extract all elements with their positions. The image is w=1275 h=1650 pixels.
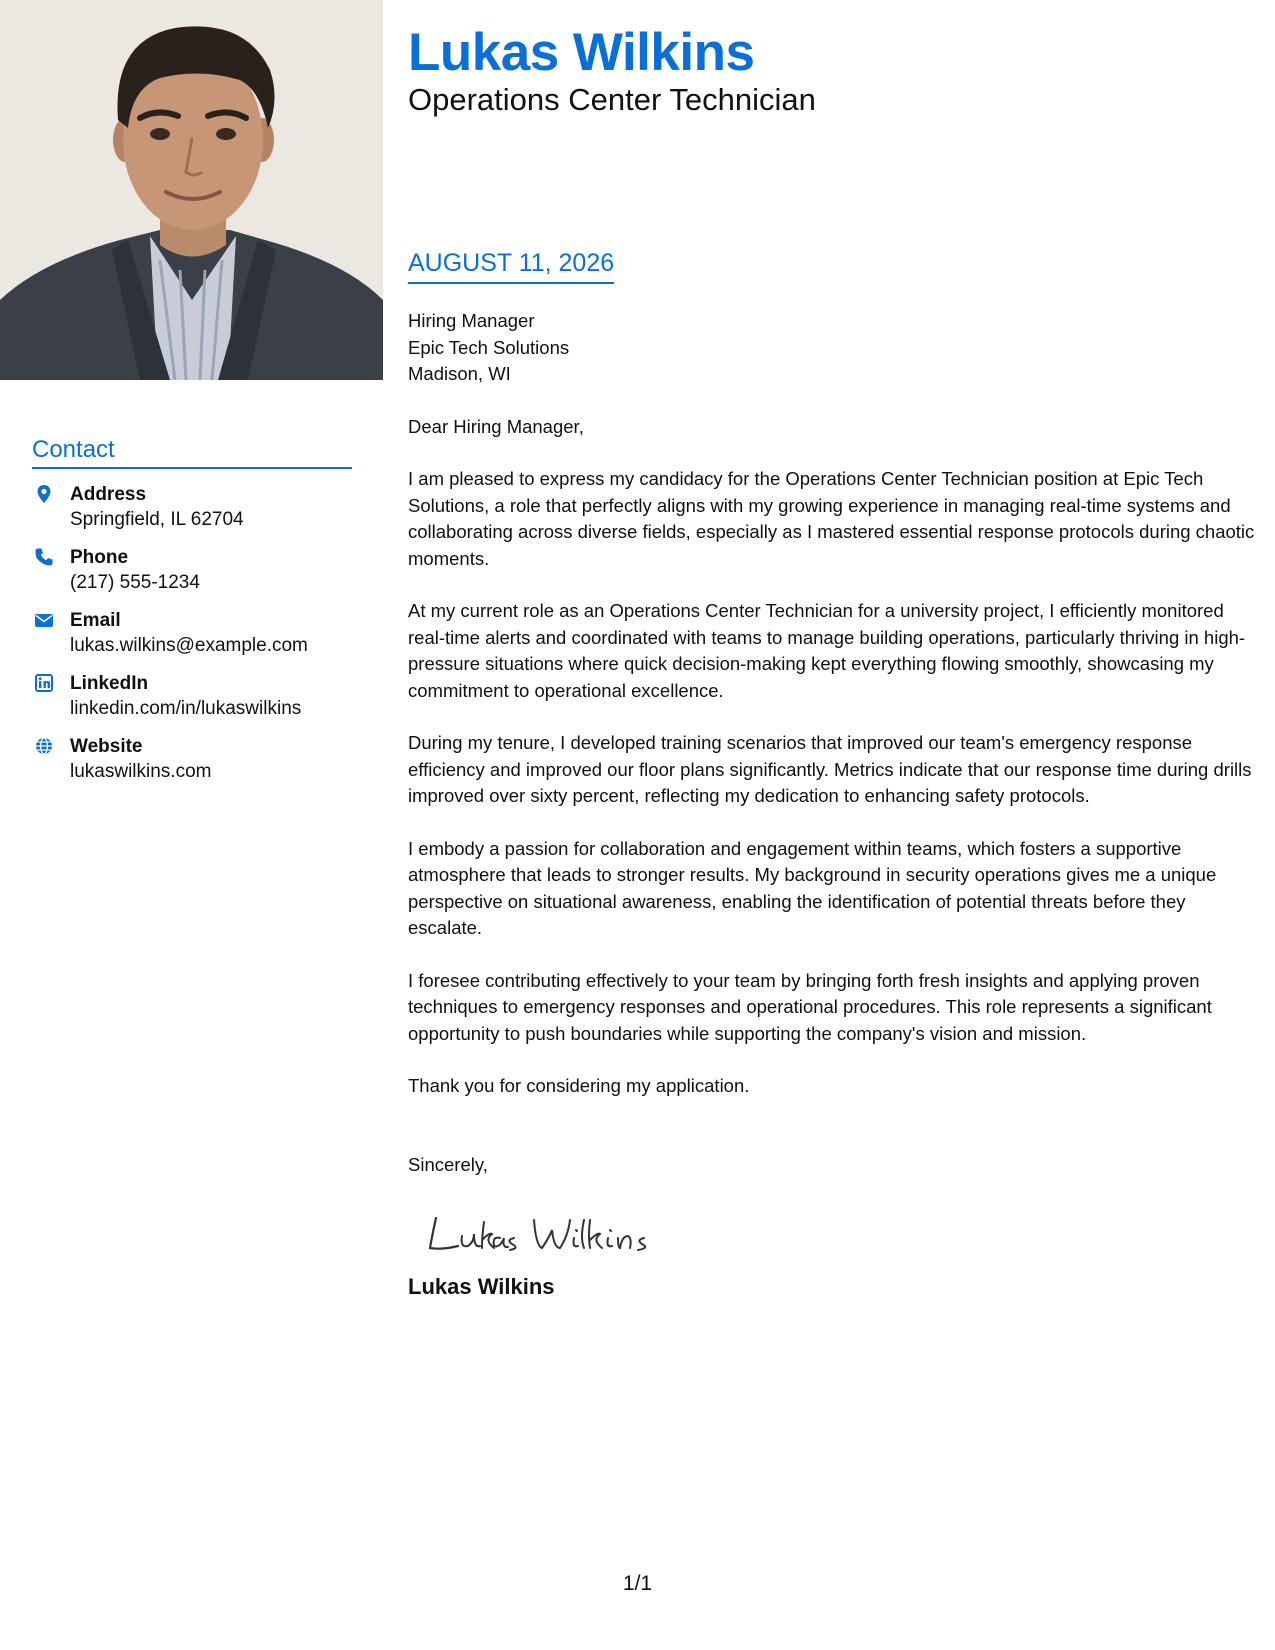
letter-paragraph: I foresee contributing effectively to your team by bringing forth fresh insights and applying proven techniques to emergency responses and operational procedures. This role represents a significant opportunity to push boundaries while supporting the company's vision and mission. — [408, 969, 1212, 1044]
contact-item-website — [32, 735, 352, 784]
letter-paragraph: At my current role as an Operations Center Technician for a university project, I efficiently monitored real-time alerts and coordinated with teams to manage building operations, particularly thriving in high-pressure situations where quick decision-making kept everything flowing smoothly, showcasing my commitment to operational excellence. — [408, 600, 1246, 701]
letter-paragraph: During my tenure, I developed training scenarios that improved our team's emergency response efficiency and improved our floor plans significantly. Metrics indicate that our response time during drills improved over sixty percent, reflecting my dedication to enhancing safety protocols. — [408, 732, 1252, 806]
applicant-title: Operations Center Technician — [408, 82, 816, 117]
contact-label: Address — [70, 484, 147, 505]
thanks-line: Thank you for considering my application. — [408, 1075, 750, 1096]
contact-label: Phone — [70, 547, 129, 568]
contact-label: LinkedIn — [70, 673, 149, 694]
signer-name: Lukas Wilkins — [408, 1274, 555, 1299]
contact-value: lukas.wilkins@example.com — [70, 635, 308, 656]
letter-date: AUGUST 11, 2026 — [408, 249, 614, 284]
profile-photo — [0, 0, 383, 380]
recipient-line: Hiring Manager — [408, 310, 535, 331]
contact-label: Email — [70, 610, 121, 631]
letter-paragraph: I embody a passion for collaboration and engagement within teams, which fosters a supportive atmosphere that leads to stronger results. My background in security operations gives me a unique perspective on situational awareness, enabling the identification of potential threats before they escalate. — [408, 837, 1217, 938]
recipient-block — [408, 308, 1258, 388]
recipient-line: Madison, WI — [408, 363, 511, 384]
contact-label: Website — [70, 736, 143, 757]
closing: Sincerely, — [408, 1153, 488, 1175]
phone-icon — [34, 547, 54, 567]
contact-heading: Contact — [32, 436, 352, 469]
letter-body — [408, 308, 1258, 1301]
salutation: Dear Hiring Manager, — [408, 415, 584, 437]
handwritten-signature — [422, 1206, 1258, 1264]
signature-image — [422, 1206, 662, 1264]
contact-item-phone — [32, 546, 352, 595]
contact-value: Springfield, IL 62704 — [70, 509, 244, 530]
contact-sidebar — [32, 436, 352, 798]
contact-value: lukaswilkins.com — [70, 761, 212, 782]
contact-item-linkedin — [32, 672, 352, 721]
linkedin-icon — [34, 673, 54, 693]
globe-icon — [34, 736, 54, 756]
contact-value: (217) 555-1234 — [70, 572, 200, 593]
contact-item-email — [32, 609, 352, 658]
letter-paragraph: I am pleased to express my candidacy for the Operations Center Technician position at Epic Tech Solutions, a role that perfectly aligns with my growing experience in managing real-time systems and collaborating across diverse fields, especially as I mastered essential response protocols during chaotic moments. — [408, 468, 1255, 569]
envelope-icon — [34, 610, 54, 630]
page-number: 1/1 — [622, 1572, 653, 1595]
recipient-line: Epic Tech Solutions — [408, 336, 570, 358]
contact-value: linkedin.com/in/lukaswilkins — [70, 698, 302, 719]
contact-item-address — [32, 483, 352, 532]
location-pin-icon — [34, 484, 54, 504]
applicant-name: Lukas Wilkins — [408, 23, 755, 82]
portrait-image — [0, 0, 383, 380]
